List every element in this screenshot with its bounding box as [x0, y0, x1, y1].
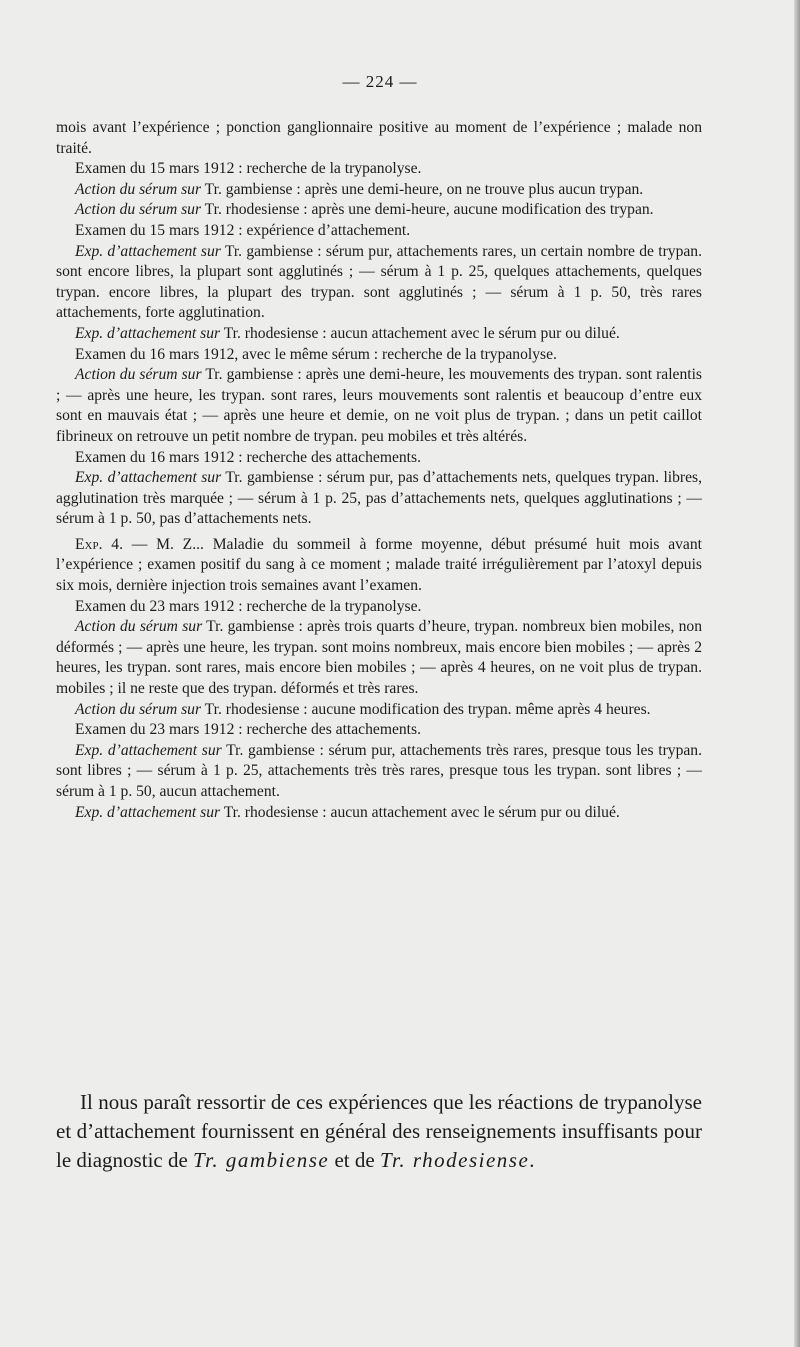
paragraph: Action du sérum sur Tr. gambiense : après une demi-heure, les mouvements des trypan. sont ralentis ; — après une heure, les trypan. sont rares, leurs mouvements sont ralentis et beaucoup d’entre eux sont en mauvais état ; — après une heure et demie, on ne voit plus de trypan. ; dans un petit caillot fibrineux on retrouve un petit nombre de trypan. peu mobiles et très altérés.: [56, 366, 703, 445]
italic-lead: Action du sérum sur: [75, 180, 202, 198]
paragraph: Exp. d’attachement sur Tr. gambiense : sérum pur, attachements rares, un certain nombre de trypan. sont encore libres, la plupart sont agglutinés ; — sérum à 1 p. 25, quelques attachements, quelques trypan. encore libres, la plupart des trypan. sont agglutinés ; — sérum à 1 p. 50, très rares attachements, forte agglutination.: [56, 242, 702, 322]
paragraph: Action du sérum sur Tr. rhodesiense : aucune modification des trypan. même après 4 heures.: [75, 700, 651, 718]
italic-lead: Exp. d’attachement sur: [75, 469, 222, 487]
paragraph: Examen du 23 mars 1912 : recherche de la trypanolyse.: [75, 597, 422, 615]
paragraph: Examen du 15 mars 1912 : expérience d’attachement.: [75, 221, 411, 239]
page-number: — 224 —: [342, 72, 418, 91]
paragraph: Exp. d’attachement sur Tr. rhodesiense : aucun attachement avec le sérum pur ou dilué.: [75, 324, 620, 342]
experiment-label: Exp. 4.: [75, 535, 123, 553]
paragraph: mois avant l’expérience ; ponction ganglionnaire positive au moment de l’expérience ; malade non traité.: [56, 119, 702, 157]
paragraph: Exp. d’attachement sur Tr. rhodesiense : aucun attachement avec le sérum pur ou dilué.: [75, 803, 620, 821]
paragraph: Examen du 15 mars 1912 : recherche de la trypanolyse.: [75, 160, 422, 178]
paragraph: Exp. 4. — M. Z... Maladie du sommeil à forme moyenne, début présumé huit mois avant l’expérience ; examen positif du sang à ce moment ; malade traité irrégulièrement par l’atoxyl depuis six mois, dernière injection trois semaines avant l’examen.: [56, 535, 702, 595]
page-edge: [794, 0, 800, 1347]
paragraph: Exp. d’attachement sur Tr. gambiense : sérum pur, attachements très rares, presque tous les trypan. sont libres ; — sérum à 1 p. 25, attachements très très rares, presque tous les trypan. sont libres ; — sérum à 1 p. 50, aucun attachement.: [56, 741, 702, 800]
italic-lead: Exp. d’attachement sur: [75, 324, 221, 342]
italic-lead: Exp. d’attachement sur: [75, 242, 221, 260]
italic-lead: Exp. d’attachement sur: [75, 803, 221, 821]
paragraph: Examen du 23 mars 1912 : recherche des attachements.: [75, 721, 421, 739]
species-name: Tr. rhodesiense: [379, 1148, 530, 1172]
species-name: Tr. gambiense: [193, 1148, 330, 1172]
italic-lead: Action du sérum sur: [75, 618, 203, 636]
paragraph: Action du sérum sur Tr. rhodesiense : après une demi-heure, aucune modification des trypan.: [75, 201, 654, 219]
conclusion-paragraph: Il nous paraît ressortir de ces expériences que les réactions de trypanolyse et d’attachement fournissent en général des renseignements insuffisants pour le diagnostic de Tr. gambiense et de Tr. rhodesiense.: [56, 1090, 702, 1172]
body-text: [56, 118, 702, 823]
paragraph: Exp. d’attachement sur Tr. gambiense : sérum pur, pas d’attachements nets, quelques trypan. libres, agglutination très marquée ; — sérum à 1 p. 25, pas d’attachements nets, quelques agglutinations ; — sérum à 1 p. 50, pas d’attachements nets.: [56, 469, 702, 528]
italic-lead: Exp. d’attachement sur: [75, 741, 222, 759]
italic-lead: Action du sérum sur: [75, 366, 202, 384]
italic-lead: Action du sérum sur: [75, 700, 202, 718]
italic-lead: Action du sérum sur: [75, 201, 202, 219]
paragraph: Examen du 16 mars 1912 : recherche des attachements.: [75, 448, 421, 466]
conclusion-text: [56, 1088, 702, 1175]
paragraph: Action du sérum sur Tr. gambiense : après trois quarts d’heure, trypan. nombreux bien mobiles, non déformés ; — après une heure, les trypan. sont moins nombreux, mais encore bien mobiles ; — après 2 heures, les trypan. sont rares, mais encore bien mobiles ; — après 4 heures, on ne voit plus de trypan. mobiles ; il ne reste que des trypan. déformés et très rares.: [56, 618, 703, 698]
paragraph: Examen du 16 mars 1912, avec le même sérum : recherche de la trypanolyse.: [75, 345, 557, 363]
paragraph: Action du sérum sur Tr. gambiense : après une demi-heure, on ne trouve plus aucun trypan.: [75, 180, 644, 198]
